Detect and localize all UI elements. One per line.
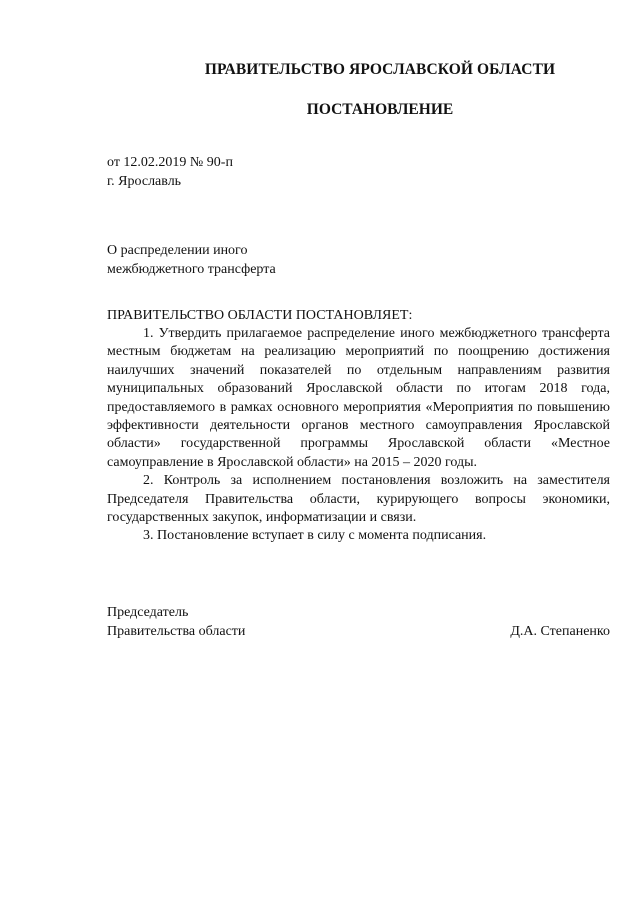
resolution-body xyxy=(107,325,610,546)
resolution-item-3: 3. Постановление вступает в силу с момента подписания. xyxy=(143,528,487,544)
subject-line-1: О распределении иного xyxy=(107,243,248,258)
resolution-item-2: 2. Контроль за исполнением постановления возложить на заместителя Председателя Правительства области, курирующего вопросы экономики, государственных закупок, информатизации и связи. xyxy=(107,473,610,526)
subject-line-2: межбюджетного трансферта xyxy=(107,262,276,277)
document-type: ПОСТАНОВЛЕНИЕ xyxy=(306,101,454,118)
signatory-name: Д.А. Степаненко xyxy=(510,624,610,639)
government-title: ПРАВИТЕЛЬСТВО ЯРОСЛАВСКОЙ ОБЛАСТИ xyxy=(204,61,556,78)
date-number: от 12.02.2019 № 90-п xyxy=(107,155,233,170)
signature-title-line-2: Правительства области xyxy=(107,624,246,639)
city: г. Ярославль xyxy=(107,174,182,189)
resolution-item-1: 1. Утвердить прилагаемое распределение иного межбюджетного трансферта местным бюджетам на реализацию мероприятий по поощрению достижения наилучших значений показателей по отдельным направлениям развития муниципальных образований Ярославской области по итогам 2018 года, предоставляемого в рамках основного мероприятия «Мероприятия по повышению эффективности деятельности органов местного самоуправления Ярославской области» государственной программы Ярославской области «Местное самоуправление в Ярославской области» на 2015 – 2020 годы. xyxy=(107,326,610,470)
signature-title-line-1: Председатель xyxy=(107,605,189,620)
preamble: ПРАВИТЕЛЬСТВО ОБЛАСТИ ПОСТАНОВЛЯЕТ: xyxy=(107,308,413,323)
